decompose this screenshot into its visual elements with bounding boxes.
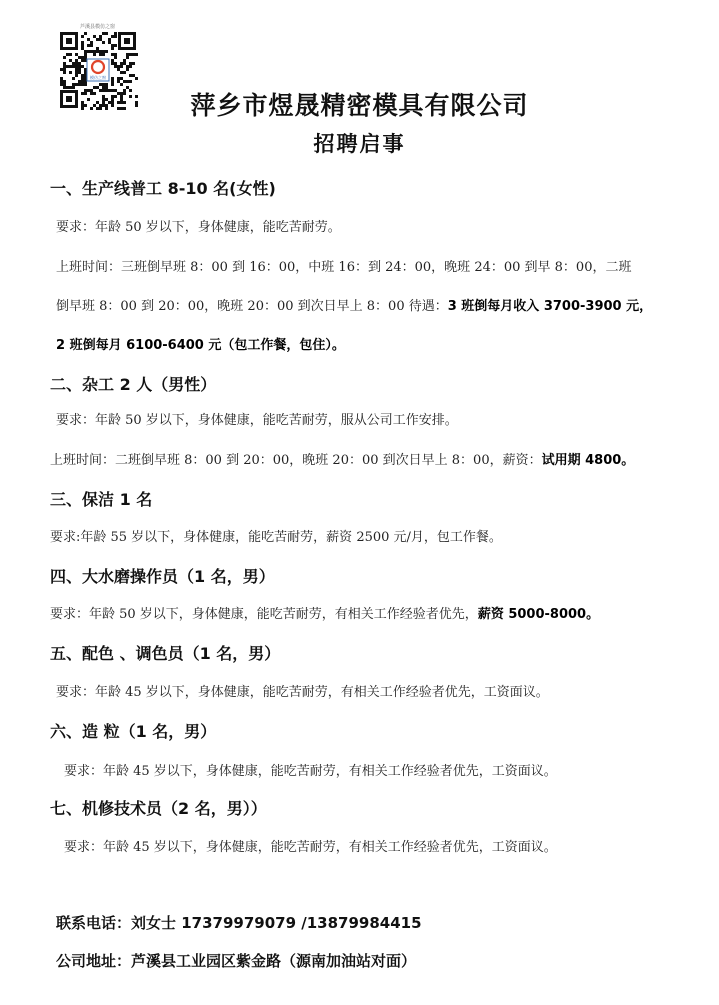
- section-2-requirements: 要求：年龄 50 岁以下，身体健康，能吃苦耐劳，服从公司工作安排。: [56, 413, 458, 428]
- section-4-requirements: 要求：年龄 50 岁以下，身体健康，能吃苦耐劳，有相关工作经验者优先，: [50, 607, 478, 622]
- section-heading-4: 四、大水磨操作员（1 名，男）: [50, 567, 275, 586]
- section-heading-7: 七、机修技术员（2 名，男））: [50, 799, 267, 818]
- section-heading-6: 六、造 粒（1 名，男）: [50, 722, 217, 741]
- section-heading-2: 二、杂工 2 人（男性）: [50, 375, 217, 394]
- section-7-requirements: 要求：年龄 45 岁以下，身体健康，能吃苦耐劳，有相关工作经验者优先，工资面议。: [64, 840, 557, 855]
- qr-logo-text: 模仿之窗: [90, 75, 106, 80]
- qr-caption: 芦溪县模仿之窗: [80, 24, 116, 30]
- contact-phone: 联系电话：刘女士 17379979079 /13879984415: [56, 914, 422, 932]
- section-2-pay: 试用期 4800。: [541, 453, 635, 468]
- section-heading-5: 五、配色 、调色员（1 名，男）: [50, 644, 281, 663]
- section-1-shift-line-2: [56, 295, 652, 314]
- section-1-shift-line-1: 上班时间：三班倒早班 8：00 到 16：00，中班 16：到 24：00，晚班 24：00 到早 8：00，二班: [56, 260, 632, 275]
- section-4-requirements-line: [50, 603, 599, 622]
- section-4-pay: 薪资 5000-8000。: [477, 607, 600, 622]
- section-1-shift-text: 倒早班 8：00 到 20：00，晚班 20：00 到次日早上 8：00 待遇：: [56, 299, 448, 314]
- section-1-requirements: 要求：年龄 50 岁以下，身体健康，能吃苦耐劳。: [56, 220, 341, 235]
- section-2-shift-line: [50, 449, 634, 468]
- section-2-shift-text: 上班时间：二班倒早班 8：00 到 20：00，晚班 20：00 到次日早上 8：00，薪资：: [50, 453, 542, 468]
- company-address: 公司地址：芦溪县工业园区紫金路（源南加油站对面）: [56, 952, 417, 970]
- section-1-pay-2-shift: 2 班倒每月 6100-6400 元（包工作餐，包住）。: [56, 338, 345, 353]
- section-6-requirements: 要求：年龄 45 岁以下，身体健康，能吃苦耐劳，有相关工作经验者优先，工资面议。: [64, 764, 557, 779]
- section-5-requirements: 要求：年龄 45 岁以下，身体健康，能吃苦耐劳，有相关工作经验者优先，工资面议。: [56, 685, 549, 700]
- section-heading-1: 一、生产线普工 8-10 名(女性): [50, 179, 276, 198]
- company-title: 萍乡市煜晟精密模具有限公司: [190, 91, 529, 120]
- section-1-pay-3-shift: 3 班倒每月收入 3700-3900 元，: [447, 299, 653, 314]
- page-subtitle: 招聘启事: [313, 131, 406, 156]
- section-heading-3: 三、保洁 1 名: [50, 490, 153, 509]
- section-3-requirements: 要求:年龄 55 岁以下，身体健康，能吃苦耐劳，薪资 2500 元/月，包工作餐。: [50, 530, 502, 545]
